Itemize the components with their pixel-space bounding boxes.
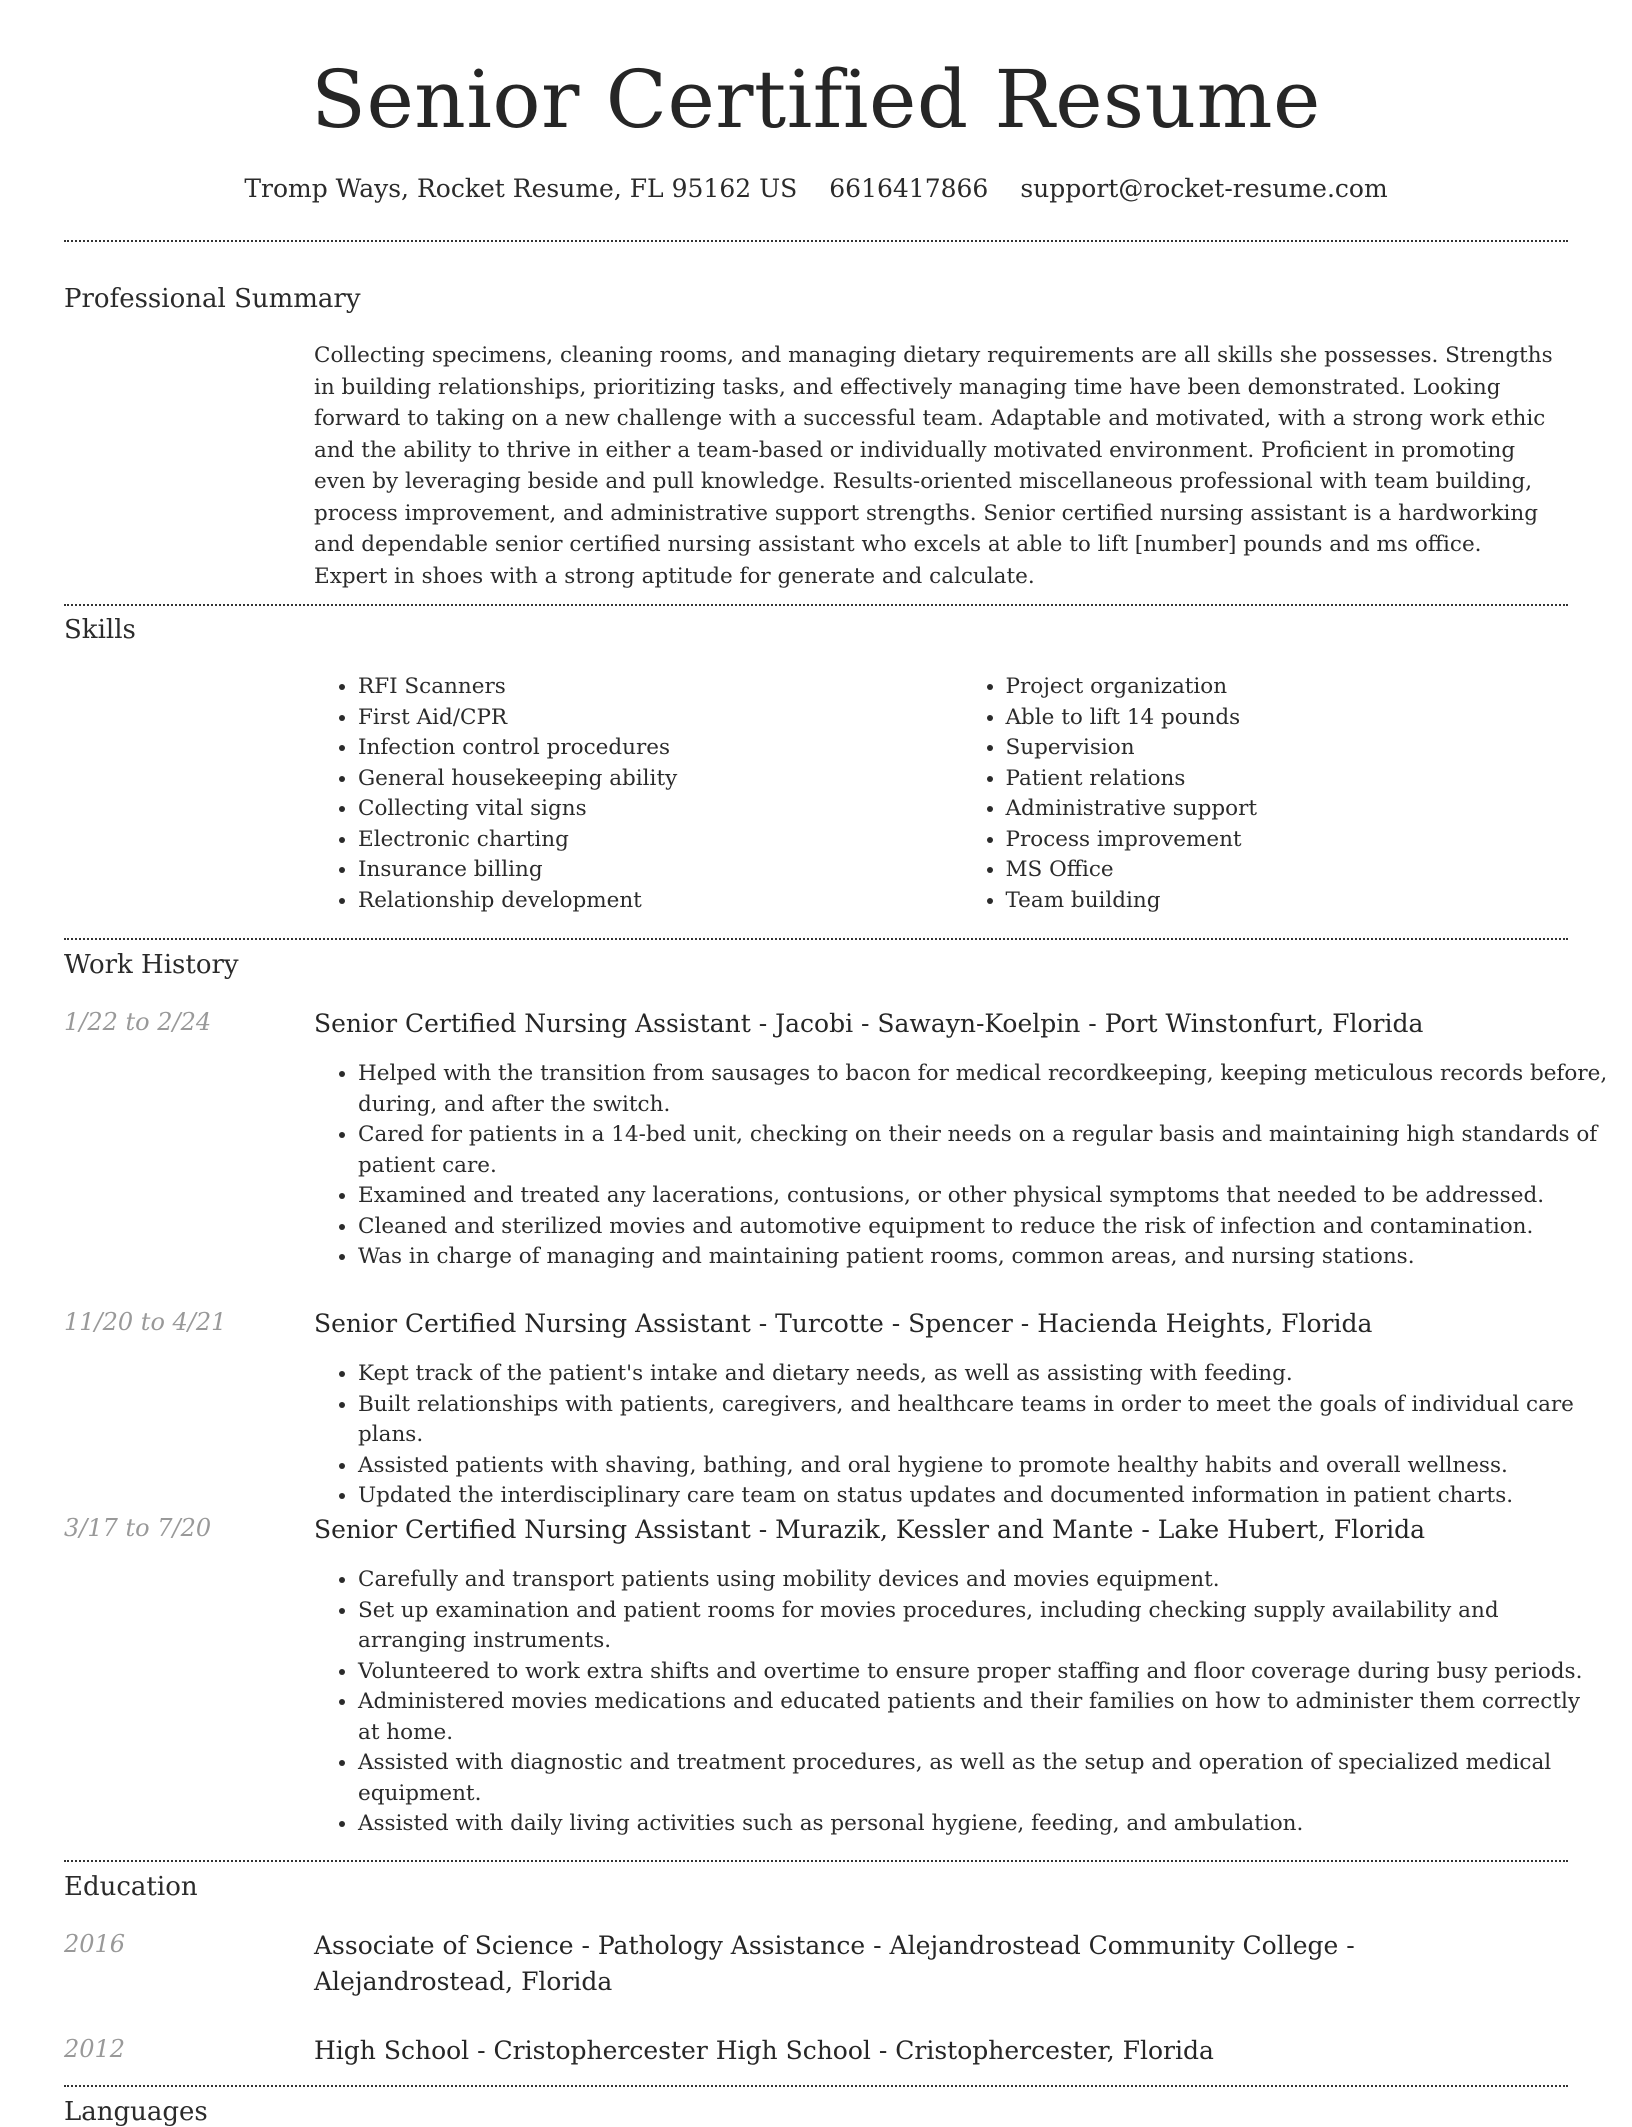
job-bullet: • Built relationships with patients, caregivers, and healthcare teams in order to meet the goals of individual care plans.: [358, 1390, 1608, 1451]
education-title-text: Associate of Science - Pathology Assistance - Alejandrostead Community College - Alejandrostead, Florida: [314, 1931, 1355, 1996]
job-bullet: • Cleaned and sterilized movies and automotive equipment to reduce the risk of infection and contamination.: [358, 1212, 1608, 1243]
skill-item: • Relationship development: [358, 886, 917, 917]
job-bullet: • Helped with the transition from sausages to bacon for medical recordkeeping, keeping meticulous records before, during, and after the switch.: [358, 1059, 1608, 1120]
divider: [64, 1860, 1568, 1862]
skill-item: • Electronic charting: [358, 825, 917, 856]
job-bullet: • Set up examination and patient rooms for movies procedures, including checking supply availability and arranging instruments.: [358, 1596, 1608, 1657]
contact-line: [0, 174, 1632, 203]
skill-item: • Collecting vital signs: [358, 794, 917, 825]
address: Tromp Ways, Rocket Resume, FL 95162 US: [244, 174, 798, 203]
summary-title: Professional Summary: [64, 284, 361, 314]
skill-item: • First Aid/CPR: [358, 703, 917, 734]
skill-item: • General housekeeping ability: [358, 764, 917, 795]
job-bullet: • Kept track of the patient's intake and dietary needs, as well as assisting with feeding.: [358, 1359, 1608, 1390]
job-title: Senior Certified Nursing Assistant - Murazik, Kessler and Mante - Lake Hubert, Florida: [314, 1515, 1425, 1544]
email[interactable]: support@rocket-resume.com: [1020, 174, 1388, 203]
job-bullet: • Updated the interdisciplinary care team on status updates and documented information in patient charts.: [358, 1481, 1608, 1512]
job-bullet: • Assisted with diagnostic and treatment procedures, as well as the setup and operation of specialized medical equipment.: [358, 1748, 1608, 1809]
job-bullet: • Volunteered to work extra shifts and overtime to ensure proper staffing and floor coverage during busy periods.: [358, 1657, 1608, 1688]
education-title: Education: [64, 1872, 198, 1902]
job-bullet: • Examined and treated any lacerations, contusions, or other physical symptoms that needed to be addressed.: [358, 1181, 1608, 1212]
education-title-text: High School - Cristophercester High School - Cristophercester, Florida: [314, 2036, 1214, 2065]
candidate-name: Senior Certified Resume: [311, 53, 1321, 146]
skill-item: • MS Office: [1006, 855, 1565, 886]
job-title: Senior Certified Nursing Assistant - Turcotte - Spencer - Hacienda Heights, Florida: [314, 1309, 1373, 1338]
job-bullet: • Carefully and transport patients using mobility devices and movies equipment.: [358, 1565, 1608, 1596]
phone: 6616417866: [829, 174, 989, 203]
divider: [64, 938, 1568, 940]
job-bullet: • Was in charge of managing and maintaining patient rooms, common areas, and nursing stations.: [358, 1242, 1608, 1273]
skills-list: [314, 672, 1564, 916]
languages-title: Languages: [64, 2097, 208, 2127]
job-date: 1/22 to 2/24: [64, 1008, 212, 1036]
divider: [64, 240, 1568, 242]
skill-item: • Process improvement: [1006, 825, 1565, 856]
summary-text: Collecting specimens, cleaning rooms, and managing dietary requirements are all skills she possesses. Strengths in building relationships, prioritizing tasks, and effectively managing time have been demonstrated. Looking forward to taking on a new challenge with a successful team. Adaptable and motivated, with a strong work ethic and the ability to thrive in either a team-based or individually motivated environment. Proficient in promoting even by leveraging beside and pull knowledge. Results-oriented miscellaneous professional with team building, process improvement, and administrative support strengths. Senior certified nursing assistant is a hardworking and dependable senior certified nursing assistant who excels at able to lift [number] pounds and ms office. Expert in shoes with a strong aptitude for generate and calculate.: [314, 343, 1553, 589]
job-bullet: • Assisted patients with shaving, bathing, and oral hygiene to promote healthy habits and overall wellness.: [358, 1451, 1608, 1482]
job-date: 3/17 to 7/20: [64, 1514, 212, 1542]
job-bullet: • Cared for patients in a 14-bed unit, checking on their needs on a regular basis and maintaining high standards of patient care.: [358, 1120, 1608, 1181]
divider: [64, 604, 1568, 606]
skill-item: • Insurance billing: [358, 855, 917, 886]
skill-item: • Patient relations: [1006, 764, 1565, 795]
skill-item: • Project organization: [1006, 672, 1565, 703]
job-bullet: • Assisted with daily living activities such as personal hygiene, feeding, and ambulation.: [358, 1809, 1608, 1840]
skill-item: • Infection control procedures: [358, 733, 917, 764]
skill-item: • Team building: [1006, 886, 1565, 917]
skills-column-right: [962, 672, 1565, 916]
job-date: 11/20 to 4/21: [64, 1308, 227, 1336]
skill-item: • Supervision: [1006, 733, 1565, 764]
education-date: 2016: [64, 1930, 126, 1958]
education-date: 2012: [64, 2035, 126, 2063]
divider: [64, 2085, 1568, 2087]
job-title: Senior Certified Nursing Assistant - Jacobi - Sawayn-Koelpin - Port Winstonfurt, Florida: [314, 1009, 1424, 1038]
skills-title: Skills: [64, 615, 136, 645]
skill-item: • RFI Scanners: [358, 672, 917, 703]
job-bullets: [314, 1059, 1608, 1273]
job-bullets: [314, 1565, 1608, 1840]
skills-column-left: [314, 672, 917, 916]
skill-item: • Administrative support: [1006, 794, 1565, 825]
job-bullet: • Administered movies medications and educated patients and their families on how to administer them correctly at home.: [358, 1687, 1608, 1748]
skill-item: • Able to lift 14 pounds: [1006, 703, 1565, 734]
resume-header: [0, 0, 1632, 203]
job-bullets: [314, 1359, 1608, 1512]
work-history-title: Work History: [64, 950, 239, 980]
